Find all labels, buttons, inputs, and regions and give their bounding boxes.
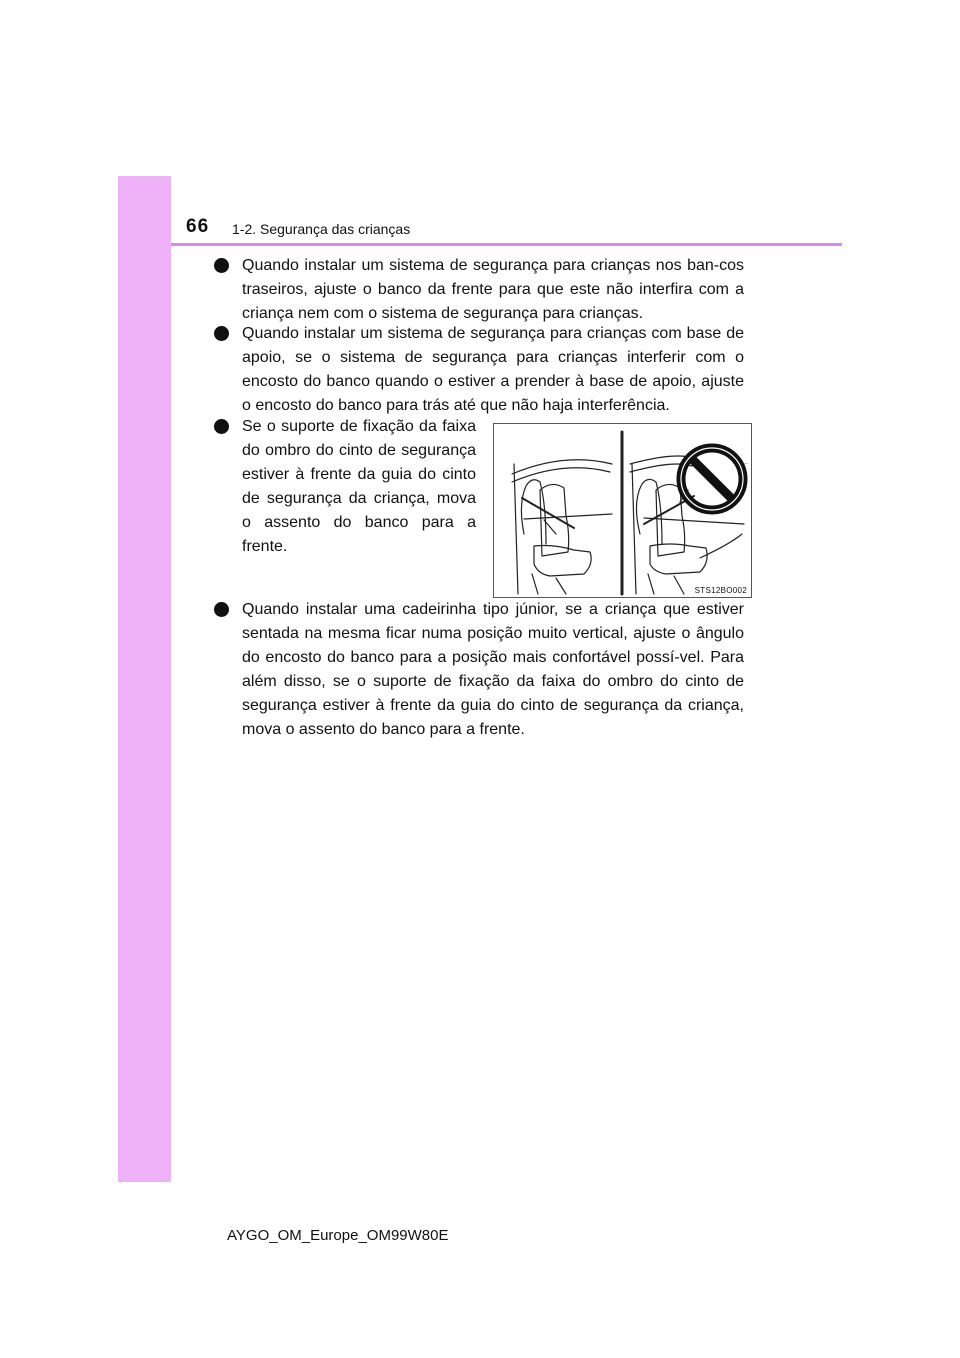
bullet-dot-icon xyxy=(214,326,229,341)
bullet-dot-icon xyxy=(214,602,229,617)
page-number: 66 xyxy=(186,216,210,237)
svg-text:...: ... xyxy=(742,459,748,466)
bullet-text: Quando instalar um sistema de segurança para crianças com base de apoio, se o sistema de segurança para crianças interferir com o encosto do banco quando o estiver a prender à base de apoio, ajuste o encosto do banco para trás até que não haja interferência. xyxy=(242,325,744,414)
figure-code: STS12BO002 xyxy=(694,586,747,595)
bullet-text: Se o suporte de fixação da faixa do ombro do cinto de segurança estiver à frente da guia do cinto de segurança da criança, mova o assento do banco para a frente. xyxy=(242,418,476,555)
bullet-item xyxy=(214,415,476,559)
bullet-item xyxy=(214,322,744,418)
header-divider xyxy=(171,243,842,246)
footer-document-id: AYGO_OM_Europe_OM99W80E xyxy=(227,1227,449,1244)
bullet-item xyxy=(214,598,744,742)
bullet-item xyxy=(214,254,744,326)
bullet-dot-icon xyxy=(214,258,229,273)
seat-illustration-drawing xyxy=(494,424,751,597)
prohibition-icon xyxy=(681,448,748,510)
bullet-text: Quando instalar uma cadeirinha tipo júnior, se a criança que estiver sentada na mesma ficar numa posição muito vertical, ajuste o ângulo do encosto do banco para a posição mais confortável possí-vel. Para além disso, se o suporte de fixação da faixa do ombro do cinto de segurança estiver à frente da guia do cinto de segurança da criança, mova o assento do banco para a frente. xyxy=(242,601,744,738)
bullet-text: Quando instalar um sistema de segurança para crianças nos ban-cos traseiros, ajuste o banco da frente para que este não interfira com a criança nem com o sistema de segurança para crianças. xyxy=(242,257,744,322)
section-color-tab xyxy=(118,176,171,1182)
bullet-dot-icon xyxy=(214,419,229,434)
section-title: 1-2. Segurança das crianças xyxy=(232,221,411,237)
seat-adjustment-illustration xyxy=(493,423,752,598)
